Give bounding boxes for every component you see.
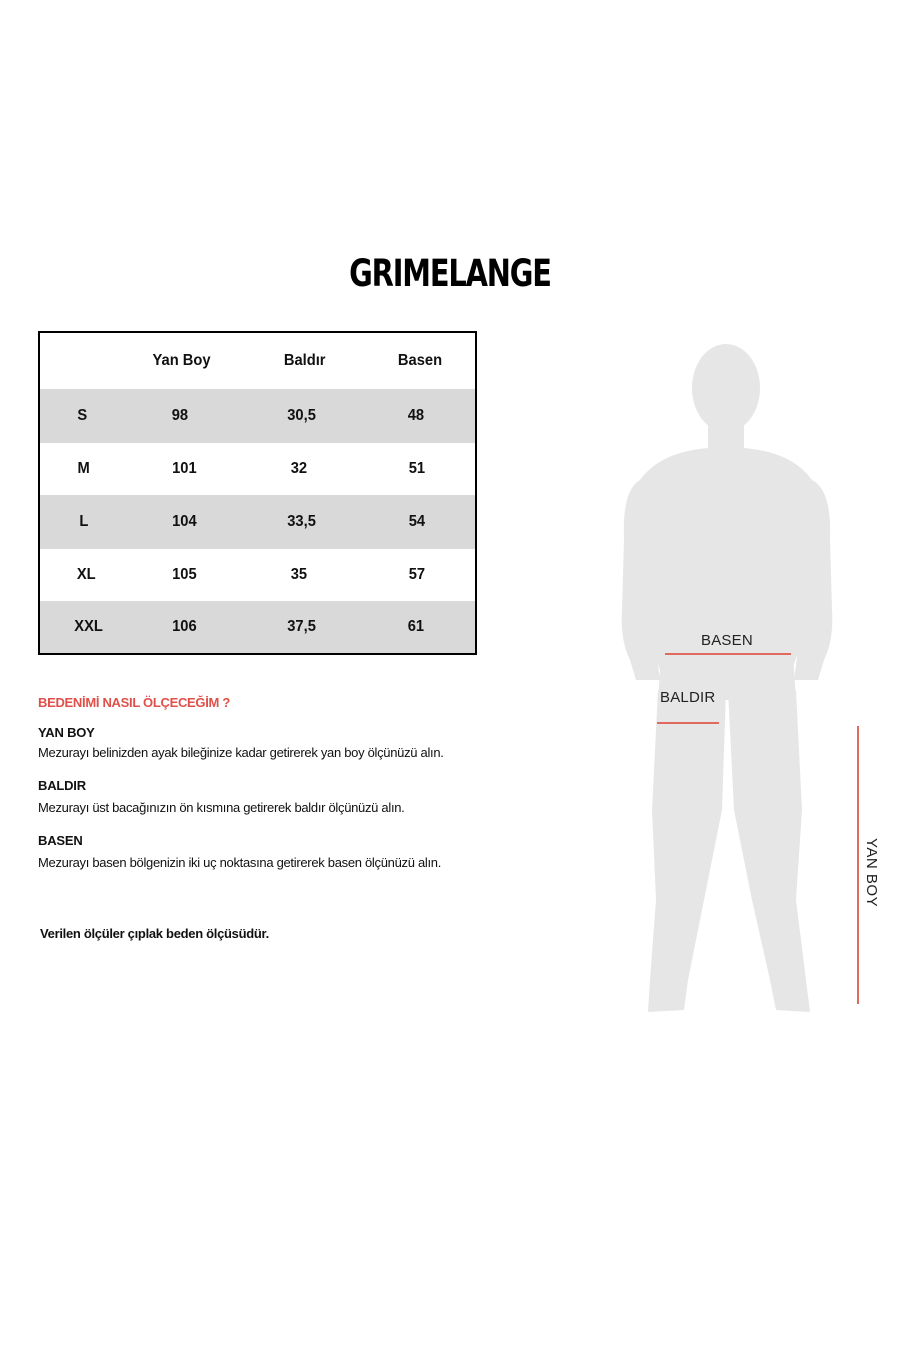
table-row (40, 389, 475, 443)
basen-instructions: Mezurayı basen bölgenizin iki uç noktasına getirerek basen ölçünüzü alın. (38, 855, 442, 870)
basen-measure-line (665, 653, 791, 655)
brand-title: GRIMELANGE (349, 252, 551, 295)
header-yan-boy: Yan Boy (152, 352, 211, 369)
yan-boy-value: 101 (172, 460, 197, 477)
basen-value: 57 (408, 566, 426, 583)
yan-boy-value: 98 (171, 407, 189, 424)
baldir-measure-line (657, 722, 719, 724)
yan-boy-instructions: Mezurayı belinizden ayak bileğinize kadar getirerek yan boy ölçünüzü alın. (38, 745, 444, 760)
baldir-value: 32 (290, 460, 308, 477)
baldir-figure-label: BALDIR (660, 689, 716, 706)
measurement-note: Verilen ölçüler çıplak beden ölçüsüdür. (40, 926, 269, 941)
table-row (40, 601, 475, 653)
basen-value: 54 (408, 513, 426, 530)
size-label: L (79, 513, 89, 530)
size-label: XXL (74, 618, 103, 635)
table-row (40, 549, 475, 601)
size-label: XL (76, 566, 96, 583)
body-silhouette-icon (600, 340, 860, 1030)
basen-figure-label: BASEN (701, 632, 753, 649)
how-to-measure-title: BEDENİMİ NASIL ÖLÇECEĞİM ? (38, 695, 231, 710)
size-label: M (77, 460, 90, 477)
yan-boy-figure-label: YAN BOY (863, 838, 880, 908)
basen-value: 51 (408, 460, 426, 477)
table-row (40, 443, 475, 495)
size-label: S (77, 407, 88, 424)
yan-boy-heading: YAN BOY (38, 725, 95, 740)
yan-boy-value: 105 (172, 566, 197, 583)
size-chart-table (38, 331, 477, 655)
header-baldir: Baldır (283, 352, 326, 369)
table-header-row (40, 333, 475, 389)
baldir-value: 35 (290, 566, 308, 583)
baldir-value: 33,5 (287, 513, 316, 530)
baldir-heading: BALDIR (38, 778, 86, 793)
basen-value: 61 (407, 618, 425, 635)
table-row (40, 495, 475, 549)
header-basen: Basen (397, 352, 443, 369)
baldir-value: 30,5 (287, 407, 316, 424)
basen-value: 48 (407, 407, 425, 424)
yan-boy-value: 104 (172, 513, 197, 530)
baldir-instructions: Mezurayı üst bacağınızın ön kısmına getirerek baldır ölçünüzü alın. (38, 800, 405, 815)
baldir-value: 37,5 (287, 618, 316, 635)
yan-boy-value: 106 (172, 618, 197, 635)
yan-boy-measure-line (857, 726, 859, 1004)
basen-heading: BASEN (38, 833, 83, 848)
